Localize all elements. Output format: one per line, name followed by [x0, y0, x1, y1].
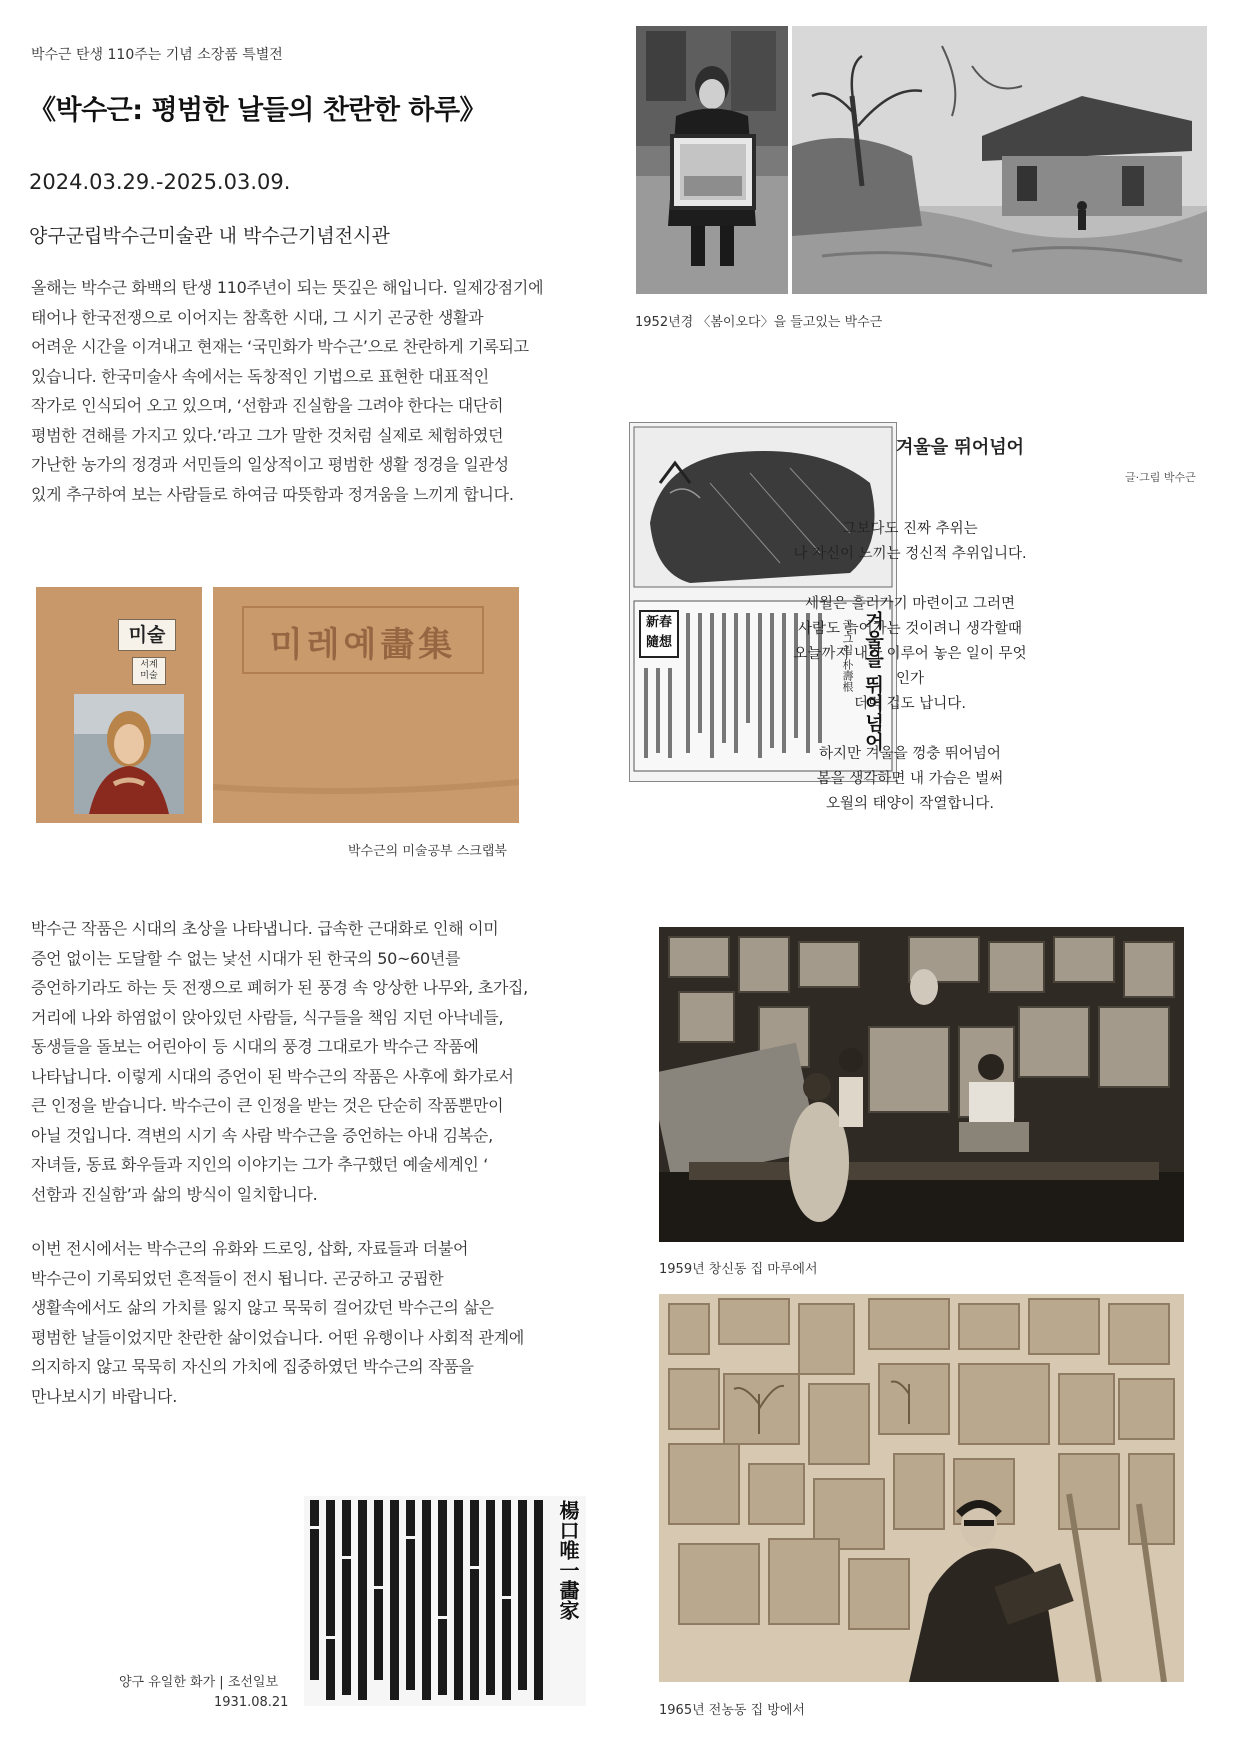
- photo-1952-man-with-painting: [636, 26, 788, 294]
- caption-photo-1965: 1965년 전농동 집 방에서: [659, 1703, 805, 1718]
- scrapbook-cover-left: [36, 587, 202, 823]
- clipping-column-head-1: 新春: [645, 615, 672, 630]
- exhibition-dates: 2024.03.29.-2025.03.09.: [29, 170, 291, 194]
- exhibition-title: 《박수근: 평범한 날들의 찬란한 하루》: [29, 95, 487, 126]
- poem-author: 글·그림 박수근: [1125, 471, 1196, 484]
- scrapbook-left-sub1: 서계: [140, 660, 158, 670]
- scrapbook-right-label: 미레예畵集: [269, 625, 457, 665]
- caption-newspaper-date: 1931.08.21: [214, 1695, 289, 1710]
- caption-photo-1952: 1952년경 〈봄이오다〉을 들고있는 박수근: [635, 315, 883, 330]
- clipping-byline: 글·그림 朴壽根: [841, 619, 854, 692]
- intro-paragraph: 올해는 박수근 화백의 탄생 110주년이 되는 뜻깊은 해입니다. 일제강점기에 태어나 한국전쟁으로 이어지는 참혹한 시대, 그 시기 곤궁한 생활과 어려운 시간을 이겨내고 현재는 ‘국민화가 박수근’으로 찬란하게 기록되고 있습니다. 한국미술사 속에서는 독창적인 기법으로 표현한 대표적인 작가로 인식되어 오고 있으며, ‘선함과 진실함을 그려야 한다는 대단히 평범한 견해를 가지고 있다.’라고 그가 말한 것처럼 실제로 체험하였던 가난한 농가의 정경과 서민들의 일상적이고 평범한 생활 정경을 일관성 있게 추구하여 보는 사람들로 하여금 따뜻함과 정겨움을 느끼게 합니다.: [31, 278, 544, 504]
- exhibition-subtitle: 박수근 탄생 110주는 기념 소장품 특별전: [31, 47, 283, 63]
- poem-title: 겨울을 뛰어넘어: [896, 437, 1024, 458]
- newspaper-1931-clipping: [304, 1496, 586, 1706]
- poem-body: [790, 517, 1030, 842]
- poem-stanza: 그보다도 진짜 추위는 나 자신이 느끼는 정신적 추위입니다.: [793, 521, 1027, 562]
- clipping-headline: 겨울을 뛰어넘어: [862, 611, 884, 751]
- caption-photo-1959: 1959년 창신동 집 마루에서: [659, 1262, 818, 1277]
- caption-scrapbook: 박수근의 미술공부 스크랩북: [348, 844, 507, 859]
- body-paragraph-1: 박수근 작품은 시대의 초상을 나타냅니다. 급속한 근대화로 인해 이미 증언 없이는 도달할 수 없는 낯선 시대가 된 한국의 50~60년를 증언하기라도 하는 듯 전쟁으로 폐허가 된 풍경 속 앙상한 나무와, 초가집, 거리에 나와 하염없이 앉아있던 사람들, 식구들을 책임 지던 아낙네들, 동생들을 돌보는 어린아이 등 시대의 풍경 그대로가 박수근 작품에 나타납니다. 이렇게 시대의 증언이 된 박수근의 작품은 사후에 화가로서 큰 인정을 받습니다. 박수근이 큰 인정을 받는 것은 단순히 작품뿐만이 아닐 것입니다. 격변의 시기 속 사람 박수근을 증언하는 아내 김복순, 자녀들, 동료 화우들과 지인의 이야기는 그가 추구했던 예술세계인 ‘ 선함과 진실함’과 삶의 방식이 일치합니다.: [31, 919, 528, 1204]
- painting-spring-village: [792, 26, 1207, 294]
- scrapbook-left-sub2: 미술: [140, 671, 158, 681]
- scrapbook-left-label: 미술: [118, 619, 176, 651]
- newspaper-1931-headline: 楊口唯一畵家: [556, 1500, 580, 1620]
- clipping-column-head-2: 隨想: [645, 635, 672, 650]
- body-paragraph-2: 이번 전시에서는 박수근의 유화와 드로잉, 삽화, 자료들과 더불어 박수근이 기록되었던 흔적들이 전시 됩니다. 곤궁하고 궁핍한 생활속에서도 삶의 가치를 잃지 않고 묵묵히 걸어갔던 박수근의 삶은 평범한 날들이었지만 찬란한 삶이었습니다. 어떤 유행이나 사회적 관계에 의지하지 않고 묵묵히 자신의 가치에 집중하였던 박수근의 작품을 만나보시기 바랍니다.: [31, 1239, 524, 1406]
- poem-stanza: 세월은 흘러가기 마련이고 그러면 사람도 늙어가는 것이려니 생각할때 오늘까지 내가 이루어 놓은 일이 무엇인가 더럭 겁도 납니다.: [793, 596, 1027, 712]
- scrapbook-cover-right: [213, 587, 519, 823]
- photo-1965-artist-room: [659, 1294, 1184, 1682]
- caption-newspaper-source: 양구 유일한 화가 | 조선일보: [119, 1675, 279, 1690]
- photo-1959-family-maru: [659, 927, 1184, 1242]
- exhibition-venue: 양구군립박수근미술관 내 박수근기념전시관: [29, 225, 390, 247]
- madonna-portrait: [74, 694, 184, 814]
- poem-stanza: 하지만 겨울을 껑충 뛰어넘어 봄을 생각하면 내 가슴은 벌써 오월의 태양이 작열합니다.: [816, 746, 1004, 812]
